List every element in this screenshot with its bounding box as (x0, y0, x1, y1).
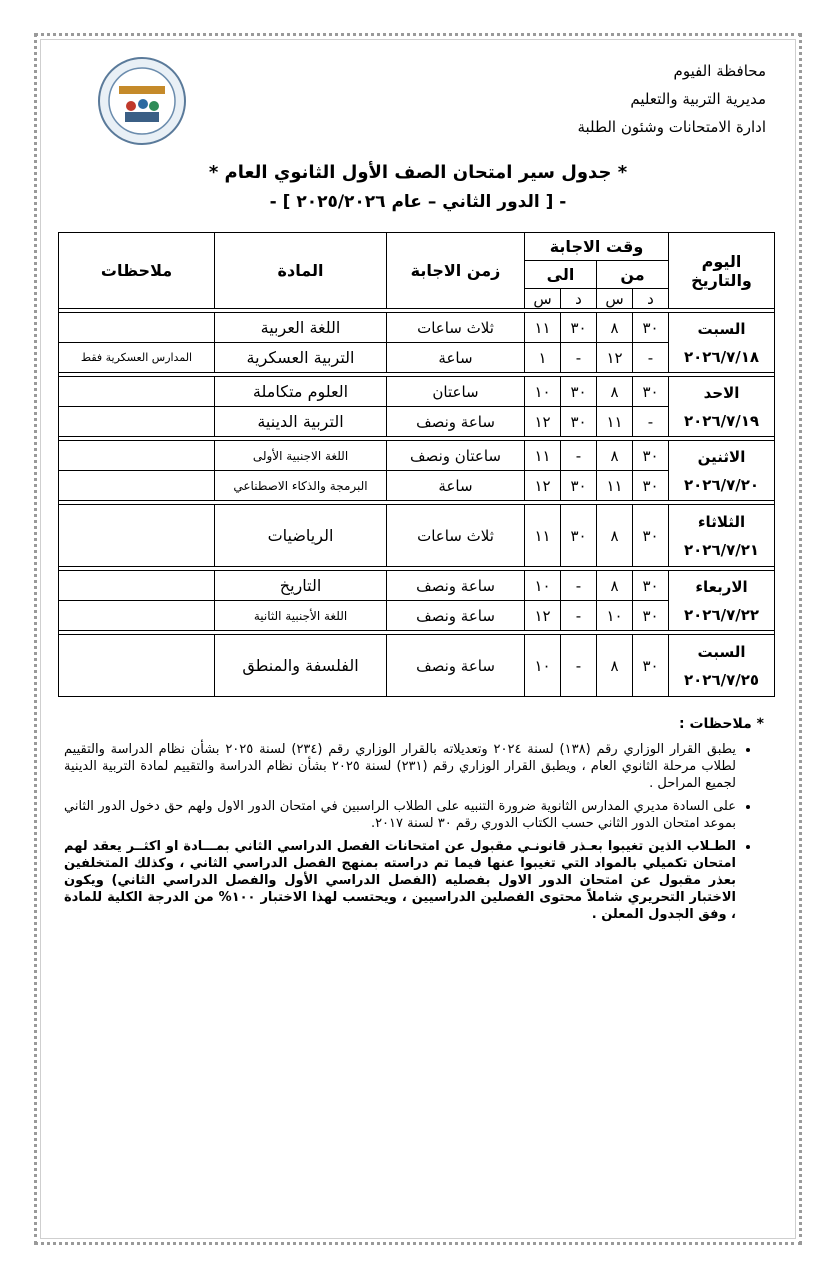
duration-cell: ساعة ونصف (387, 571, 525, 601)
day-name: الاحد (703, 383, 740, 402)
duration-cell: ساعتان ونصف (387, 441, 525, 471)
from-minutes-cell: - (633, 407, 669, 437)
from-hours-cell: ٨ (597, 441, 633, 471)
document-subtitle: - [ الدور الثاني – عام ٢٠٢٥/٢٠٢٦ ] - (269, 192, 567, 212)
header-to: الى (525, 261, 597, 289)
to-minutes-cell: - (561, 635, 597, 697)
to-minutes-cell: - (561, 571, 597, 601)
header-notes: ملاحظات (59, 233, 215, 309)
notes-heading: * ملاحظات : (678, 716, 764, 732)
day-name: الاربعاء (695, 577, 748, 596)
from-minutes-cell: ٣٠ (633, 377, 669, 407)
note-cell (59, 441, 215, 471)
to-hours-cell: ١١ (525, 441, 561, 471)
duration-cell: ساعة ونصف (387, 601, 525, 631)
to-minutes-cell: ٣٠ (561, 505, 597, 567)
note-item: • الطـلاب الذين تغيبوا بعـذر قانونـي مقبول عن امتحانات الفصل الدراسي الثاني بمـــادة او اكثــر يعقد لهم امتحان تكميلي بالمواد التي تغيبوا عنها فيما تم دراسته بمنهج الفصل الدراسي الثاني ، وكذلك المتخلفين بعذر مقبول عن امتحان الدور الاول بفصليه (الفصل الدراسي الأول والفصل الدراسي الثاني) ويكون الاختبار التحريري شاملاً محتوى الفصلين الدراسيين ، ويحتسب لهذا الاختبار ١٠٠% من الدرجة الكلية للمادة ، وفق الجدول المعلن . (64, 838, 736, 923)
from-hours-cell: ٨ (597, 635, 633, 697)
duration-cell: ساعة (387, 343, 525, 373)
header-directorate: مديرية التربية والتعليم (630, 90, 766, 108)
table-row (59, 635, 775, 697)
from-minutes-cell: ٣٠ (633, 601, 669, 631)
day-date-cell (669, 441, 775, 501)
day-name: السبت (697, 319, 746, 338)
to-minutes-cell: ٣٠ (561, 377, 597, 407)
subject-cell: الرياضيات (215, 505, 387, 567)
to-hours-cell: ١ (525, 343, 561, 373)
from-hours-cell: ١٢ (597, 343, 633, 373)
subject-cell: اللغة الاجنبية الأولى (215, 441, 387, 471)
table-row (59, 505, 775, 567)
note-cell (59, 407, 215, 437)
from-hours-cell: ١١ (597, 471, 633, 501)
day-date-cell (669, 505, 775, 567)
day-name: الثلاثاء (697, 512, 746, 531)
header-from: من (597, 261, 669, 289)
table-row (59, 313, 775, 343)
from-minutes-cell: ٣٠ (633, 571, 669, 601)
to-minutes-cell: - (561, 441, 597, 471)
header-day-date: اليوم والتاريخ (669, 233, 775, 309)
note-item: • يطبق القرار الوزاري رقم (١٣٨) لسنة ٢٠٢٤ وتعديلاته بالقرار الوزاري رقم (٢٣٤) لسنة ٢٠٢٥ بشأن نظام الدراسة والتقييم لطلاب مرحلة الثانوي العام ، ويطبق القرار الوزاري رقم (٢٣١) لسنة ٢٠٢٥ بشأن نظام الدراسة والتقييم لمادة التربية الدينية لجميع المراحل . (64, 741, 736, 792)
exam-date: ٢٠٢٦/٧/٢٢ (683, 605, 760, 624)
from-minutes-cell: ٣٠ (633, 505, 669, 567)
day-date-cell (669, 313, 775, 373)
header-to-hours: س (525, 289, 561, 309)
document-title: * جدول سير امتحان الصف الأول الثانوي العام * (208, 162, 628, 183)
note-cell: المدارس العسكرية فقط (59, 343, 215, 373)
subject-cell: العلوم متكاملة (215, 377, 387, 407)
header-from-minutes: د (633, 289, 669, 309)
to-minutes-cell: ٣٠ (561, 471, 597, 501)
day-name: السبت (697, 642, 746, 661)
to-hours-cell: ١١ (525, 505, 561, 567)
table-row (59, 377, 775, 407)
subject-cell: التربية العسكرية (215, 343, 387, 373)
duration-cell: ساعة ونصف (387, 635, 525, 697)
ministry-seal-icon (97, 56, 187, 146)
from-minutes-cell: ٣٠ (633, 471, 669, 501)
header-governorate: محافظة الفيوم (673, 62, 766, 80)
day-date-cell (669, 635, 775, 697)
header-answer-time: وقت الاجابة (525, 233, 669, 261)
to-hours-cell: ١٢ (525, 471, 561, 501)
duration-cell: ساعة (387, 471, 525, 501)
exam-date: ٢٠٢٦/٧/٢١ (683, 540, 760, 559)
table-row (59, 471, 775, 501)
note-item: • على السادة مديري المدارس الثانوية ضرورة التنبيه على الطلاب الراسبين في امتحان الدور الاول ولهم حق دخول الدور الثاني بموعد امتحان الدور الثاني حسب الكتاب الدوري رقم ٣٠ لسنة ٢٠١٧. (64, 798, 736, 832)
duration-cell: ثلاث ساعات (387, 313, 525, 343)
notes-section (64, 716, 764, 929)
table-row (59, 407, 775, 437)
note-cell (59, 571, 215, 601)
exam-date: ٢٠٢٦/٧/٢٠ (683, 475, 760, 494)
subject-cell: الفلسفة والمنطق (215, 635, 387, 697)
from-hours-cell: ١١ (597, 407, 633, 437)
from-hours-cell: ٨ (597, 571, 633, 601)
from-hours-cell: ٨ (597, 377, 633, 407)
from-minutes-cell: ٣٠ (633, 441, 669, 471)
from-minutes-cell: ٣٠ (633, 635, 669, 697)
subject-cell: اللغة العربية (215, 313, 387, 343)
exam-date: ٢٠٢٦/٧/١٨ (683, 347, 760, 366)
note-cell (59, 471, 215, 501)
from-hours-cell: ١٠ (597, 601, 633, 631)
day-date-cell (669, 377, 775, 437)
exam-date: ٢٠٢٦/٧/٢٥ (683, 670, 760, 689)
to-minutes-cell: ٣٠ (561, 313, 597, 343)
table-row (59, 343, 775, 373)
header-duration: زمن الاجابة (387, 233, 525, 309)
to-hours-cell: ١٢ (525, 601, 561, 631)
note-cell (59, 377, 215, 407)
from-minutes-cell: ٣٠ (633, 313, 669, 343)
header-department: ادارة الامتحانات وشئون الطلبة (577, 118, 766, 136)
exam-schedule-table (58, 232, 775, 697)
subject-cell: البرمجة والذكاء الاصطناعي (215, 471, 387, 501)
header-from-hours: س (597, 289, 633, 309)
to-hours-cell: ١٢ (525, 407, 561, 437)
subject-cell: التاريخ (215, 571, 387, 601)
from-minutes-cell: - (633, 343, 669, 373)
notes-list (64, 741, 764, 923)
to-hours-cell: ١٠ (525, 571, 561, 601)
table-row (59, 441, 775, 471)
from-hours-cell: ٨ (597, 505, 633, 567)
to-minutes-cell: ٣٠ (561, 407, 597, 437)
note-cell (59, 635, 215, 697)
subject-cell: اللغة الأجنبية الثانية (215, 601, 387, 631)
duration-cell: ساعة ونصف (387, 407, 525, 437)
note-cell (59, 601, 215, 631)
to-minutes-cell: - (561, 343, 597, 373)
schedule-body (59, 309, 775, 697)
to-hours-cell: ١٠ (525, 377, 561, 407)
exam-date: ٢٠٢٦/٧/١٩ (683, 411, 760, 430)
to-hours-cell: ١١ (525, 313, 561, 343)
to-hours-cell: ١٠ (525, 635, 561, 697)
note-cell (59, 505, 215, 567)
header-subject: المادة (215, 233, 387, 309)
day-date-cell (669, 571, 775, 631)
subject-cell: التربية الدينية (215, 407, 387, 437)
table-row (59, 571, 775, 601)
header-to-minutes: د (561, 289, 597, 309)
to-minutes-cell: - (561, 601, 597, 631)
note-cell (59, 313, 215, 343)
day-name: الاثنين (697, 447, 746, 466)
duration-cell: ثلاث ساعات (387, 505, 525, 567)
from-hours-cell: ٨ (597, 313, 633, 343)
duration-cell: ساعتان (387, 377, 525, 407)
table-row (59, 601, 775, 631)
